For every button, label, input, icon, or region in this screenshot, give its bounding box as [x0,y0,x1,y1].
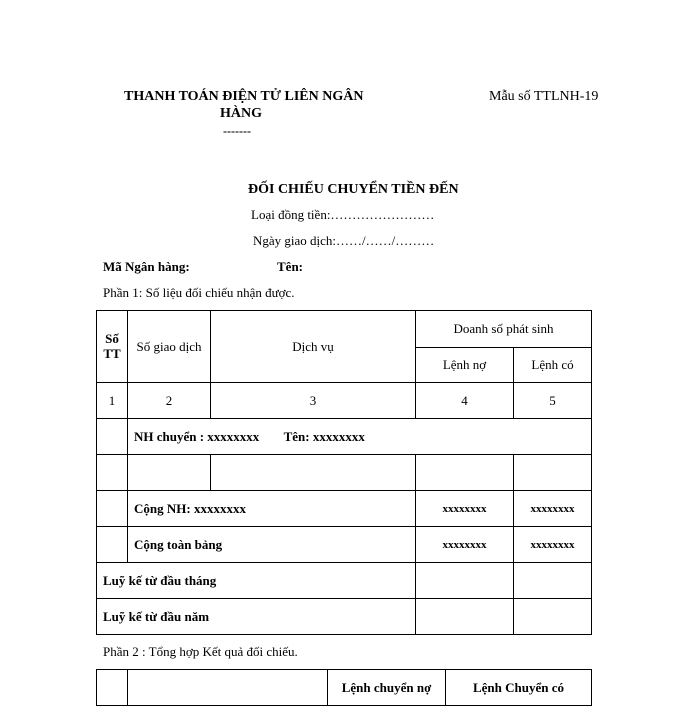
table-cell-empty [211,455,416,491]
form-code: Mẫu số TTLNH-19 [489,89,599,104]
col-number-2: 2 [128,383,211,419]
sending-bank-code: NH chuyển : xxxxxxxx [134,428,260,444]
bank-subtotal-debit: xxxxxxxx [416,491,514,527]
table-total-label: Cộng toàn bảng [128,527,416,563]
table-cell-empty [97,491,128,527]
document-title: ĐỐI CHIẾU CHUYỂN TIỀN ĐẾN [248,182,459,197]
header-service: Dịch vụ [211,311,416,383]
table-total-credit: xxxxxxxx [514,527,592,563]
part2-label: Phần 2 : Tổng hợp Kết quả đối chiếu. [103,644,298,659]
date-line: Ngày giao dịch:……/……/……… [253,233,435,248]
table-cell-empty [128,455,211,491]
header-stt: Số TT [97,311,128,383]
header-debit-order: Lệnh nợ [416,348,514,383]
sending-bank-row [128,419,592,455]
col-number-5: 5 [514,383,592,419]
table-cell-empty [97,670,128,706]
table-cell-empty [416,563,514,599]
year-to-date-label: Luỹ kế từ đầu năm [97,599,416,635]
currency-line: Loại đồng tiền:…………………… [251,207,435,222]
header-turnover: Doanh số phát sinh [416,311,592,348]
bank-name-label: Tên: [277,259,303,274]
table-cell-empty [97,419,128,455]
summary-table [96,669,592,706]
table-cell-empty [97,527,128,563]
org-name-line1: THANH TOÁN ĐIỆN TỬ LIÊN NGÂN [124,89,364,104]
bank-subtotal-label: Cộng NH: xxxxxxxx [128,491,416,527]
col-number-3: 3 [211,383,416,419]
sending-bank-name: Tên: xxxxxxxx [283,428,365,444]
org-name-line2: HÀNG [220,106,262,121]
month-to-date-label: Luỹ kế từ đầu tháng [97,563,416,599]
table-cell-empty [128,670,328,706]
org-dashes: ------- [223,124,251,138]
header-transaction-number: Số giao dịch [128,311,211,383]
col-number-1: 1 [97,383,128,419]
table-cell-empty [514,455,592,491]
table-total-debit: xxxxxxxx [416,527,514,563]
table-cell-empty [514,563,592,599]
reconciliation-table [96,310,592,635]
table-cell-empty [416,599,514,635]
col-number-4: 4 [416,383,514,419]
table-cell-empty [416,455,514,491]
header-credit-transfer-order: Lệnh Chuyển có [446,670,592,706]
header-credit-order: Lệnh có [514,348,592,383]
table-cell-empty [514,599,592,635]
header-debit-transfer-order: Lệnh chuyển nợ [328,670,446,706]
bank-subtotal-credit: xxxxxxxx [514,491,592,527]
table-cell-empty [97,455,128,491]
bank-code-label: Mã Ngân hàng: [103,259,190,274]
part1-label: Phần 1: Số liệu đối chiếu nhận được. [103,285,295,300]
